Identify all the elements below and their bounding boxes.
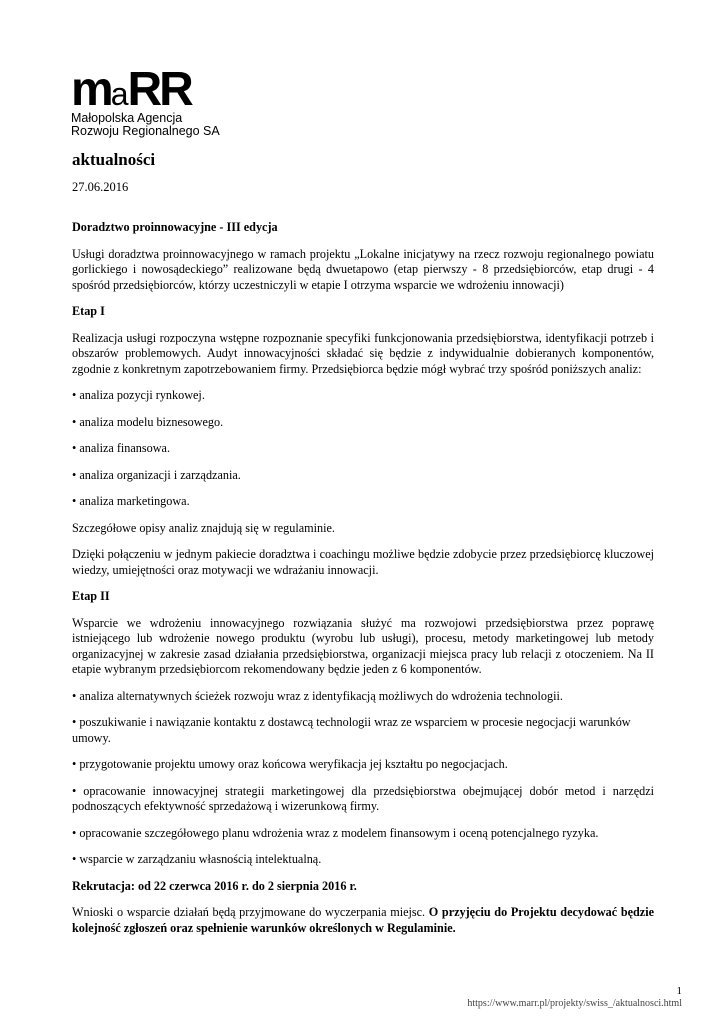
stage1-note: Szczegółowe opisy analiz znajdują się w regulaminie. (72, 520, 335, 535)
stage2-text: Wsparcie we wdrożeniu innowacyjnego rozwiązania służyć ma rozwojowi przedsiębiorstwa przez poprawę istniejącego lub wdrożenie nowego produktu (wyrobu lub usługi), procesu, metody marketingowej lub metody organizacyjnej w zakresie zasad działania przedsiębiorstwa, organizacji miejsca pracy lub relacji z otoczeniem. Na II etapie wybranym przedsiębiorcom rekomendowany będzie jeden z 6 komponentów. (72, 615, 654, 676)
article-date: 27.06.2016 (72, 180, 129, 194)
list-item: • opracowanie szczegółowego planu wdrożenia wraz z modelem finansowym i oceną potencjalnego ryzyka. (72, 825, 599, 840)
recruitment-period: Rekrutacja: od 22 czerwca 2016 r. do 2 sierpnia 2016 r. (72, 878, 357, 893)
closing-bold: O przyjęciu do Projektu decydować będzie kolejność zgłoszeń oraz spełnienie warunków określonych w Regulaminie. (72, 905, 654, 935)
article-intro: Usługi doradztwa proinnowacyjnego w ramach projektu „Lokalne inicjatywy na rzecz rozwoju regionalnego powiatu gorlickiego i nowosądeckiego” realizowane będą dwuetapowo (etap pierwszy - 8 przedsiębiorców, etap drugi - 4 spośród przedsiębiorców, którzy uczestniczyli w etapie I otrzyma wsparcie we wdrożeniu innowacji) (72, 246, 654, 292)
list-item: • analiza finansowa. (72, 441, 170, 455)
list-item: • wsparcie w zarządzaniu własnością intelektualną. (72, 852, 322, 866)
list-item: • przygotowanie projektu umowy oraz końcowa weryfikacja jej kształtu po negocjacjach. (72, 757, 508, 771)
article-body (72, 220, 654, 947)
logo-line-2: Rozwoju Regionalnego SA (71, 124, 220, 138)
stage1-coaching: Dzięki połączeniu w jednym pakiecie doradztwa i coachingu możliwe będzie zdobycie przez przedsiębiorcę kluczowej wiedzy, umiejętności oraz motywacji we wdrażaniu innowacji. (72, 547, 654, 577)
list-item: • opracowanie innowacyjnej strategii marketingowej dla przedsiębiorstwa obejmującej dobór metod i narzędzi podnoszących efektywność sprzedażową i wizerunkową firmy. (72, 783, 654, 813)
list-item: • analiza pozycji rynkowej. (72, 388, 205, 402)
logo-mark: maRR (71, 63, 191, 116)
marr-logo (71, 63, 221, 138)
source-url[interactable]: https://www.marr.pl/projekty/swiss_/aktualnosci.html (467, 998, 682, 1009)
list-item: • poszukiwanie i nawiązanie kontaktu z dostawcą technologii wraz ze wsparciem w procesie negocjacji warunków umowy. (72, 715, 631, 745)
list-item: • analiza marketingowa. (72, 494, 190, 508)
closing-normal: Wnioski o wsparcie działań będą przyjmowane do wyczerpania miejsc. (72, 905, 429, 919)
stage2-title: Etap II (72, 589, 110, 603)
closing-paragraph (72, 905, 654, 936)
page-number: 1 (676, 985, 682, 997)
logo-line-1: Małopolska Agencja (71, 111, 183, 125)
list-item: • analiza alternatywnych ścieżek rozwoju wraz z identyfikacją możliwych do wdrożenia technologii. (72, 688, 563, 703)
list-item: • analiza modelu biznesowego. (72, 414, 224, 429)
page-title: aktualności (72, 150, 156, 169)
list-item: • analiza organizacji i zarządzania. (72, 467, 241, 482)
article-title: Doradztwo proinnowacyjne - III edycja (72, 220, 278, 234)
stage1-title: Etap I (72, 304, 105, 318)
stage1-text: Realizacja usługi rozpoczyna wstępne rozpoznanie specyfiki funkcjonowania przedsiębiorstwa, identyfikacji potrzeb i obszarów problemowych. Audyt innowacyjności składać się będzie z indywidualnie dobieranych komponentów, zgodnie z konkretnym zapotrzebowaniem firmy. Przedsiębiorca będzie mógł wybrać trzy spośród poniższych analiz: (72, 330, 654, 376)
